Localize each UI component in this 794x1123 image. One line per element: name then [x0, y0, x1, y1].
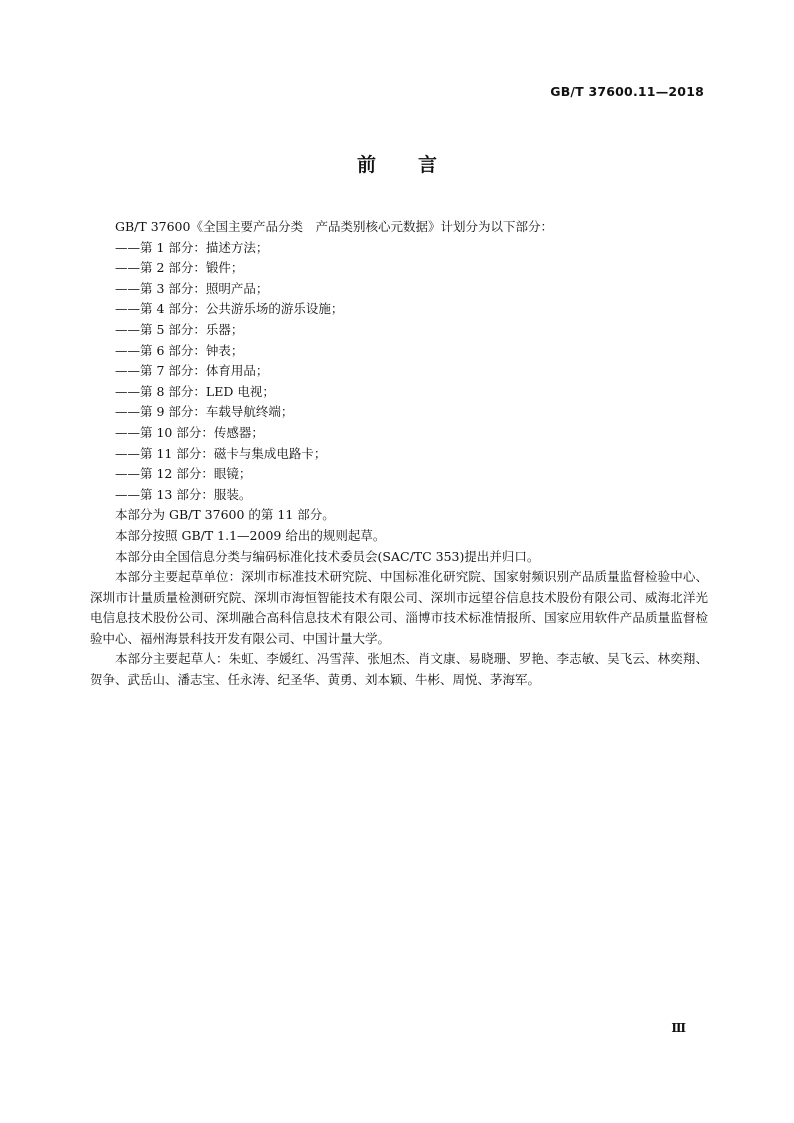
standard-number: GB/T 37600.11—2018 [550, 84, 704, 99]
part-list-item: ——第 4 部分：公共游乐场的游乐设施； [115, 301, 344, 317]
this-part-paragraph: 本部分为 GB/T 37600 的第 11 部分。 [115, 507, 335, 523]
part-list-item: ——第 13 部分：服装。 [115, 486, 252, 502]
drafters-paragraph: 本部分主要起草人：朱虹、李媛红、冯雪萍、张旭杰、肖文康、易晓珊、罗艳、李志敏、吴飞云、林奕翔、贺争、武岳山、潘志宝、任永涛、纪圣华、黄勇、刘本颖、牛彬、周悦、茅海军。 [90, 651, 708, 688]
intro-paragraph: GB/T 37600《全国主要产品分类 产品类别核心元数据》计划分为以下部分： [115, 219, 553, 234]
foreword-body [90, 217, 708, 691]
part-list-item: ——第 9 部分：车载导航终端； [115, 404, 294, 420]
part-list-item: ——第 10 部分：传感器； [115, 424, 264, 440]
part-list-item: ——第 2 部分：锻件； [115, 260, 244, 276]
drafting-units-paragraph: 本部分主要起草单位：深圳市标准技术研究院、中国标准化研究院、国家射频识别产品质量监督检验中心、深圳市计量质量检测研究院、深圳市海恒智能技术有限公司、深圳市远望谷信息技术股份有限公司、威海北洋光电信息技术股份公司、深圳融合高科信息技术有限公司、淄博市技术标准情报所、国家应用软件产品质量监督检验中心、福州海景科技开发有限公司、中国计量大学。 [90, 569, 708, 646]
part-list-item: ——第 1 部分：描述方法； [115, 239, 269, 255]
proposed-by-paragraph: 本部分由全国信息分类与编码标准化技术委员会(SAC/TC 353)提出并归口。 [115, 548, 540, 564]
page-number: Ⅲ [671, 1021, 686, 1035]
part-list-item: ——第 11 部分：磁卡与集成电路卡； [115, 445, 327, 461]
part-list-item: ——第 7 部分：体育用品； [115, 363, 269, 379]
page-title: 前言 [356, 154, 479, 176]
part-list-item: ——第 3 部分：照明产品； [115, 280, 269, 296]
drafting-rules-paragraph: 本部分按照 GB/T 1.1—2009 给出的规则起草。 [115, 527, 386, 543]
part-list-item: ——第 8 部分：LED 电视； [115, 383, 275, 399]
part-list-item: ——第 6 部分：钟表； [115, 342, 244, 358]
part-list-item: ——第 12 部分：眼镜； [115, 466, 252, 482]
part-list-item: ——第 5 部分：乐器； [115, 321, 244, 337]
